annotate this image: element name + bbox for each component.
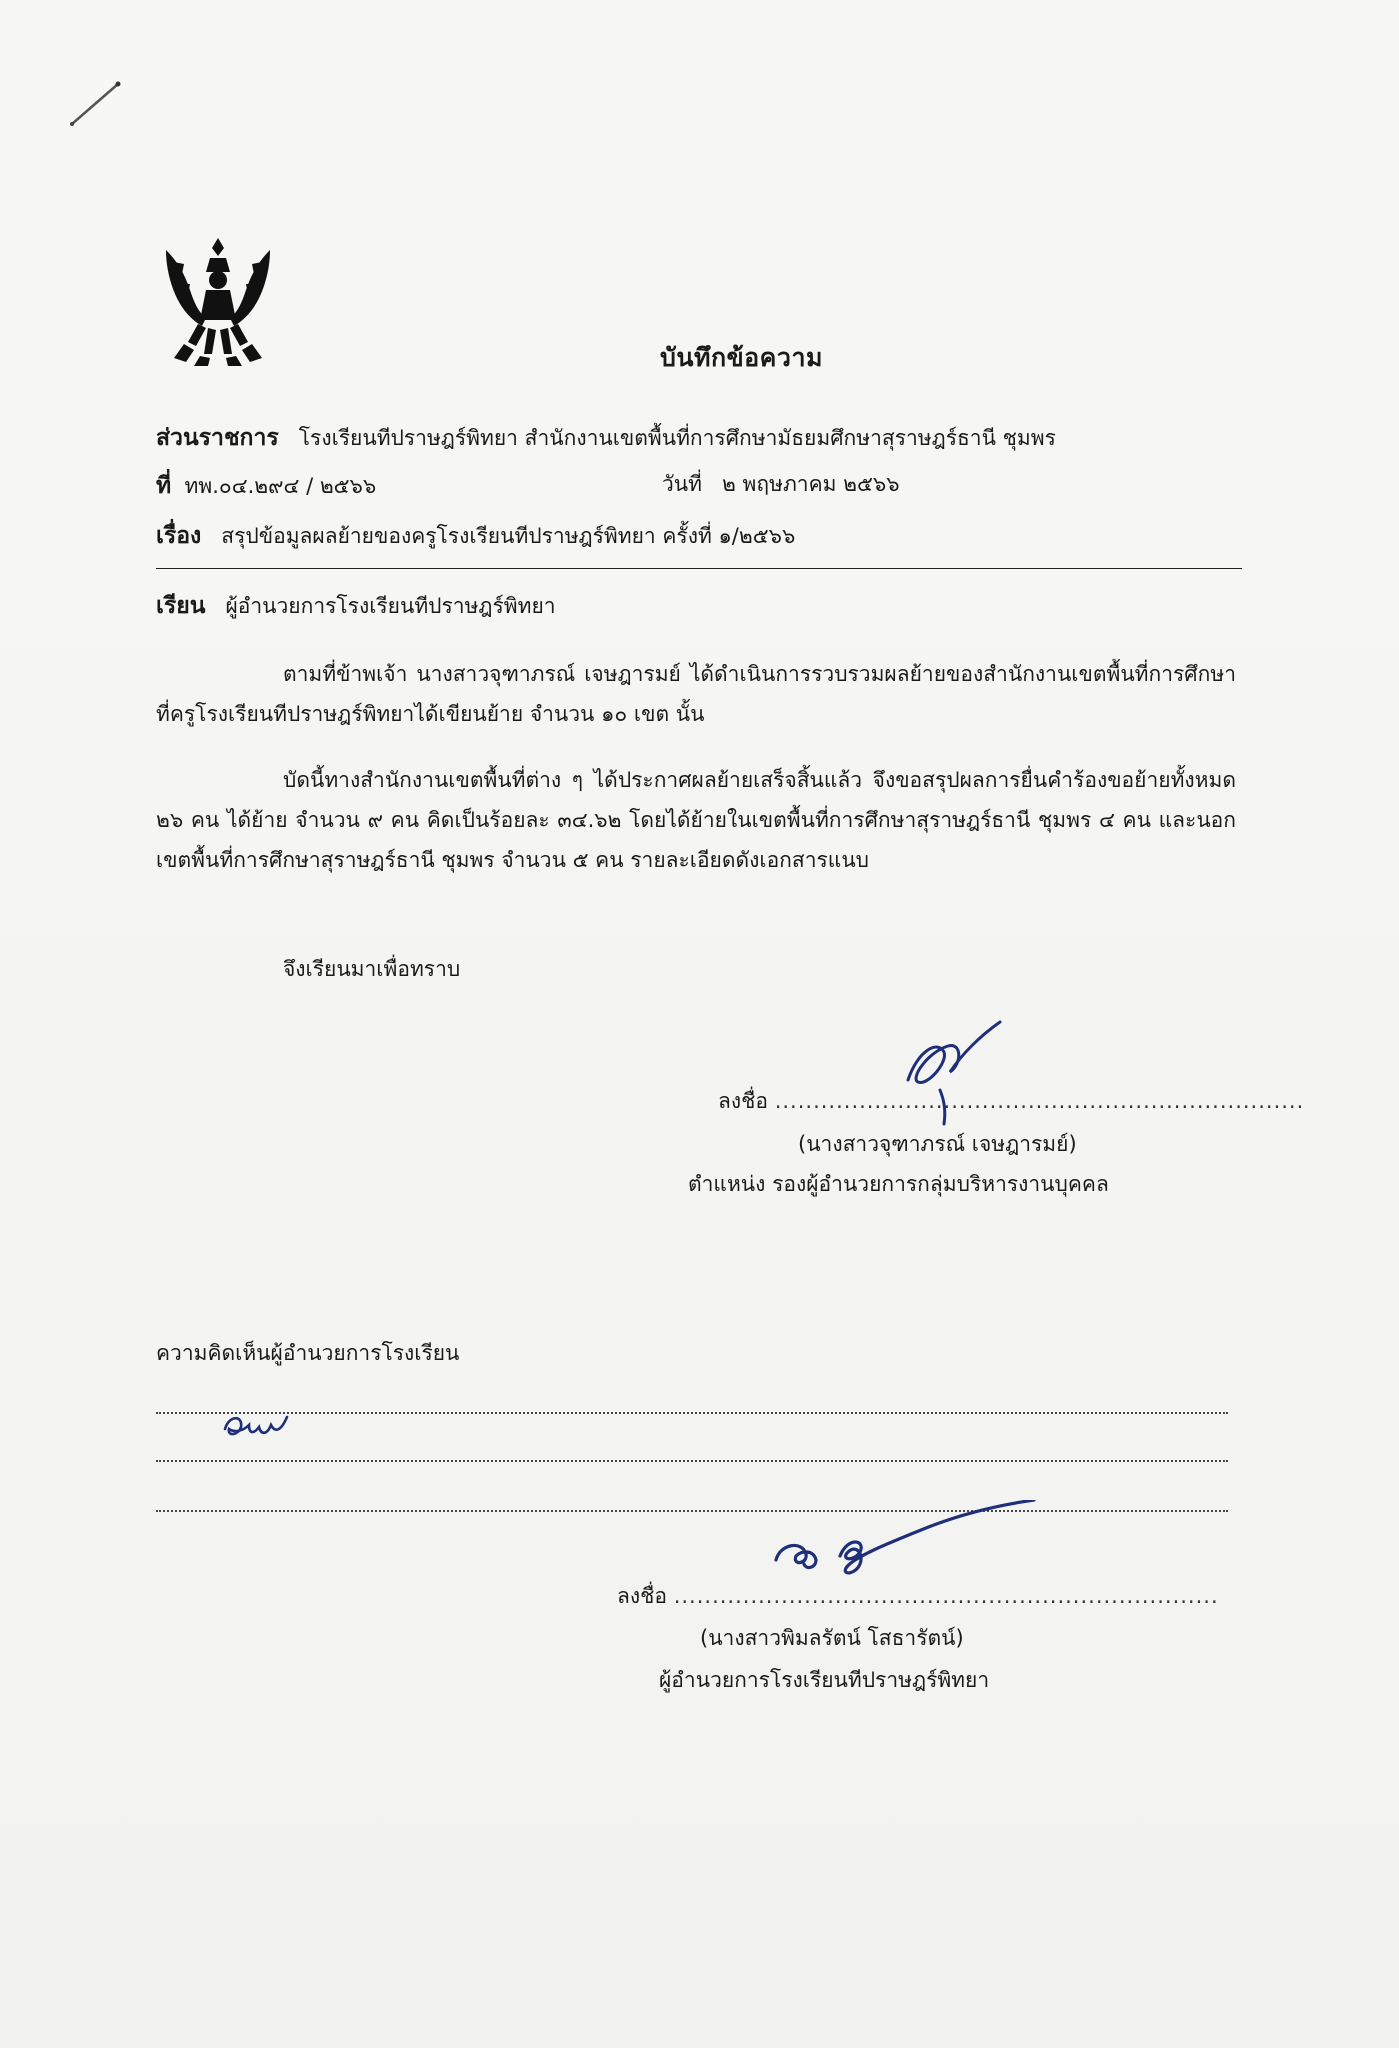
opinion-dotted-line-1 [156,1412,1228,1414]
body-paragraph-1: ตามที่ข้าพเจ้า นางสาวจุฑาภรณ์ เจษฎารมย์ ได้ดำเนินการรวบรวมผลย้ายของสำนักงานเขตพื้นที่การศึกษาที่ครูโรงเรียนทีปราษฎร์พิทยาได้เขียนย้าย จำนวน ๑๐ เขต นั้น [156,662,1236,726]
agency-value: โรงเรียนทีปราษฎร์พิทยา สำนักงานเขตพื้นที่การศึกษามัธยมศึกษาสุราษฎร์ธานี ชุมพร [298,426,1056,450]
subject-line [156,518,795,554]
salutation-label: เรียน [156,593,206,619]
subject-label: เรื่อง [156,523,202,549]
date-label: วันที่ [662,472,702,496]
header-divider [156,568,1242,569]
ref-value: ทพ.๐๔.๒๙๔ / ๒๕๖๖ [184,474,377,498]
ref-label: ที่ [156,473,172,499]
signer1-position: ตำแหน่ง รองผู้อำนวยการกลุ่มบริหารงานบุคคล [688,1172,1109,1196]
signer2-position: ผู้อำนวยการโรงเรียนทีปราษฎร์พิทยา [659,1668,990,1692]
date-value: ๒ พฤษภาคม ๒๕๖๖ [722,472,900,496]
handwritten-signature-2 [770,1500,1060,1590]
signer2-name: (นางสาวพิมลรัตน์ โสธารัตน์) [700,1626,964,1650]
opinion-dotted-line-3 [156,1510,1228,1512]
handwritten-acknowledgement [215,1405,305,1445]
signer1-name: (นางสาวจุฑาภรณ์ เจษฎารมย์) [798,1132,1077,1156]
memo-title: บันทึกข้อความ [660,343,823,372]
sign1-line [718,1085,1304,1118]
staple-mark-icon [68,80,124,128]
ref-line [156,468,376,504]
body-paragraph-2: บัดนี้ทางสำนักงานเขตพื้นที่ต่าง ๆ ได้ประกาศผลย้ายเสร็จสิ้นแล้ว จึงขอสรุปผลการยื่นคำร้องขอย้ายทั้งหมด ๒๖ คน ได้ย้าย จำนวน ๙ คน คิดเป็นร้อยละ ๓๔.๖๒ โดยได้ย้ายในเขตพื้นที่การศึกษาสุราษฎร์ธานี ชุมพร ๔ คน และนอกเขตพื้นที่การศึกษาสุราษฎร์ธานี ชุมพร จำนวน ๕ คน รายละเอียดดังเอกสารแนบ [156,768,1236,872]
salutation-line [156,588,556,624]
agency-line [156,420,1056,456]
sign1-dotted-blank: ..................................................................... [774,1089,1305,1113]
salutation-value: ผู้อำนวยการโรงเรียนทีปราษฎร์พิทยา [225,594,556,618]
opinion-dotted-line-2 [156,1460,1228,1462]
sign2-line [617,1580,1219,1613]
garuda-emblem-icon [158,232,278,367]
opinion-label: ความคิดเห็นผู้อำนวยการโรงเรียน [156,1341,460,1365]
subject-value: สรุปข้อมูลผลย้ายของครูโรงเรียนทีปราษฎร์พิทยา ครั้งที่ ๑/๒๕๖๖ [221,524,796,548]
sign2-dotted-blank: ....................................................................... [673,1584,1219,1608]
sign1-label: ลงชื่อ [718,1089,768,1113]
sign2-label: ลงชื่อ [617,1584,667,1608]
closing-line: จึงเรียนมาเพื่อทราบ [283,957,461,981]
agency-label: ส่วนราชการ [156,425,279,451]
date-line [662,468,900,501]
